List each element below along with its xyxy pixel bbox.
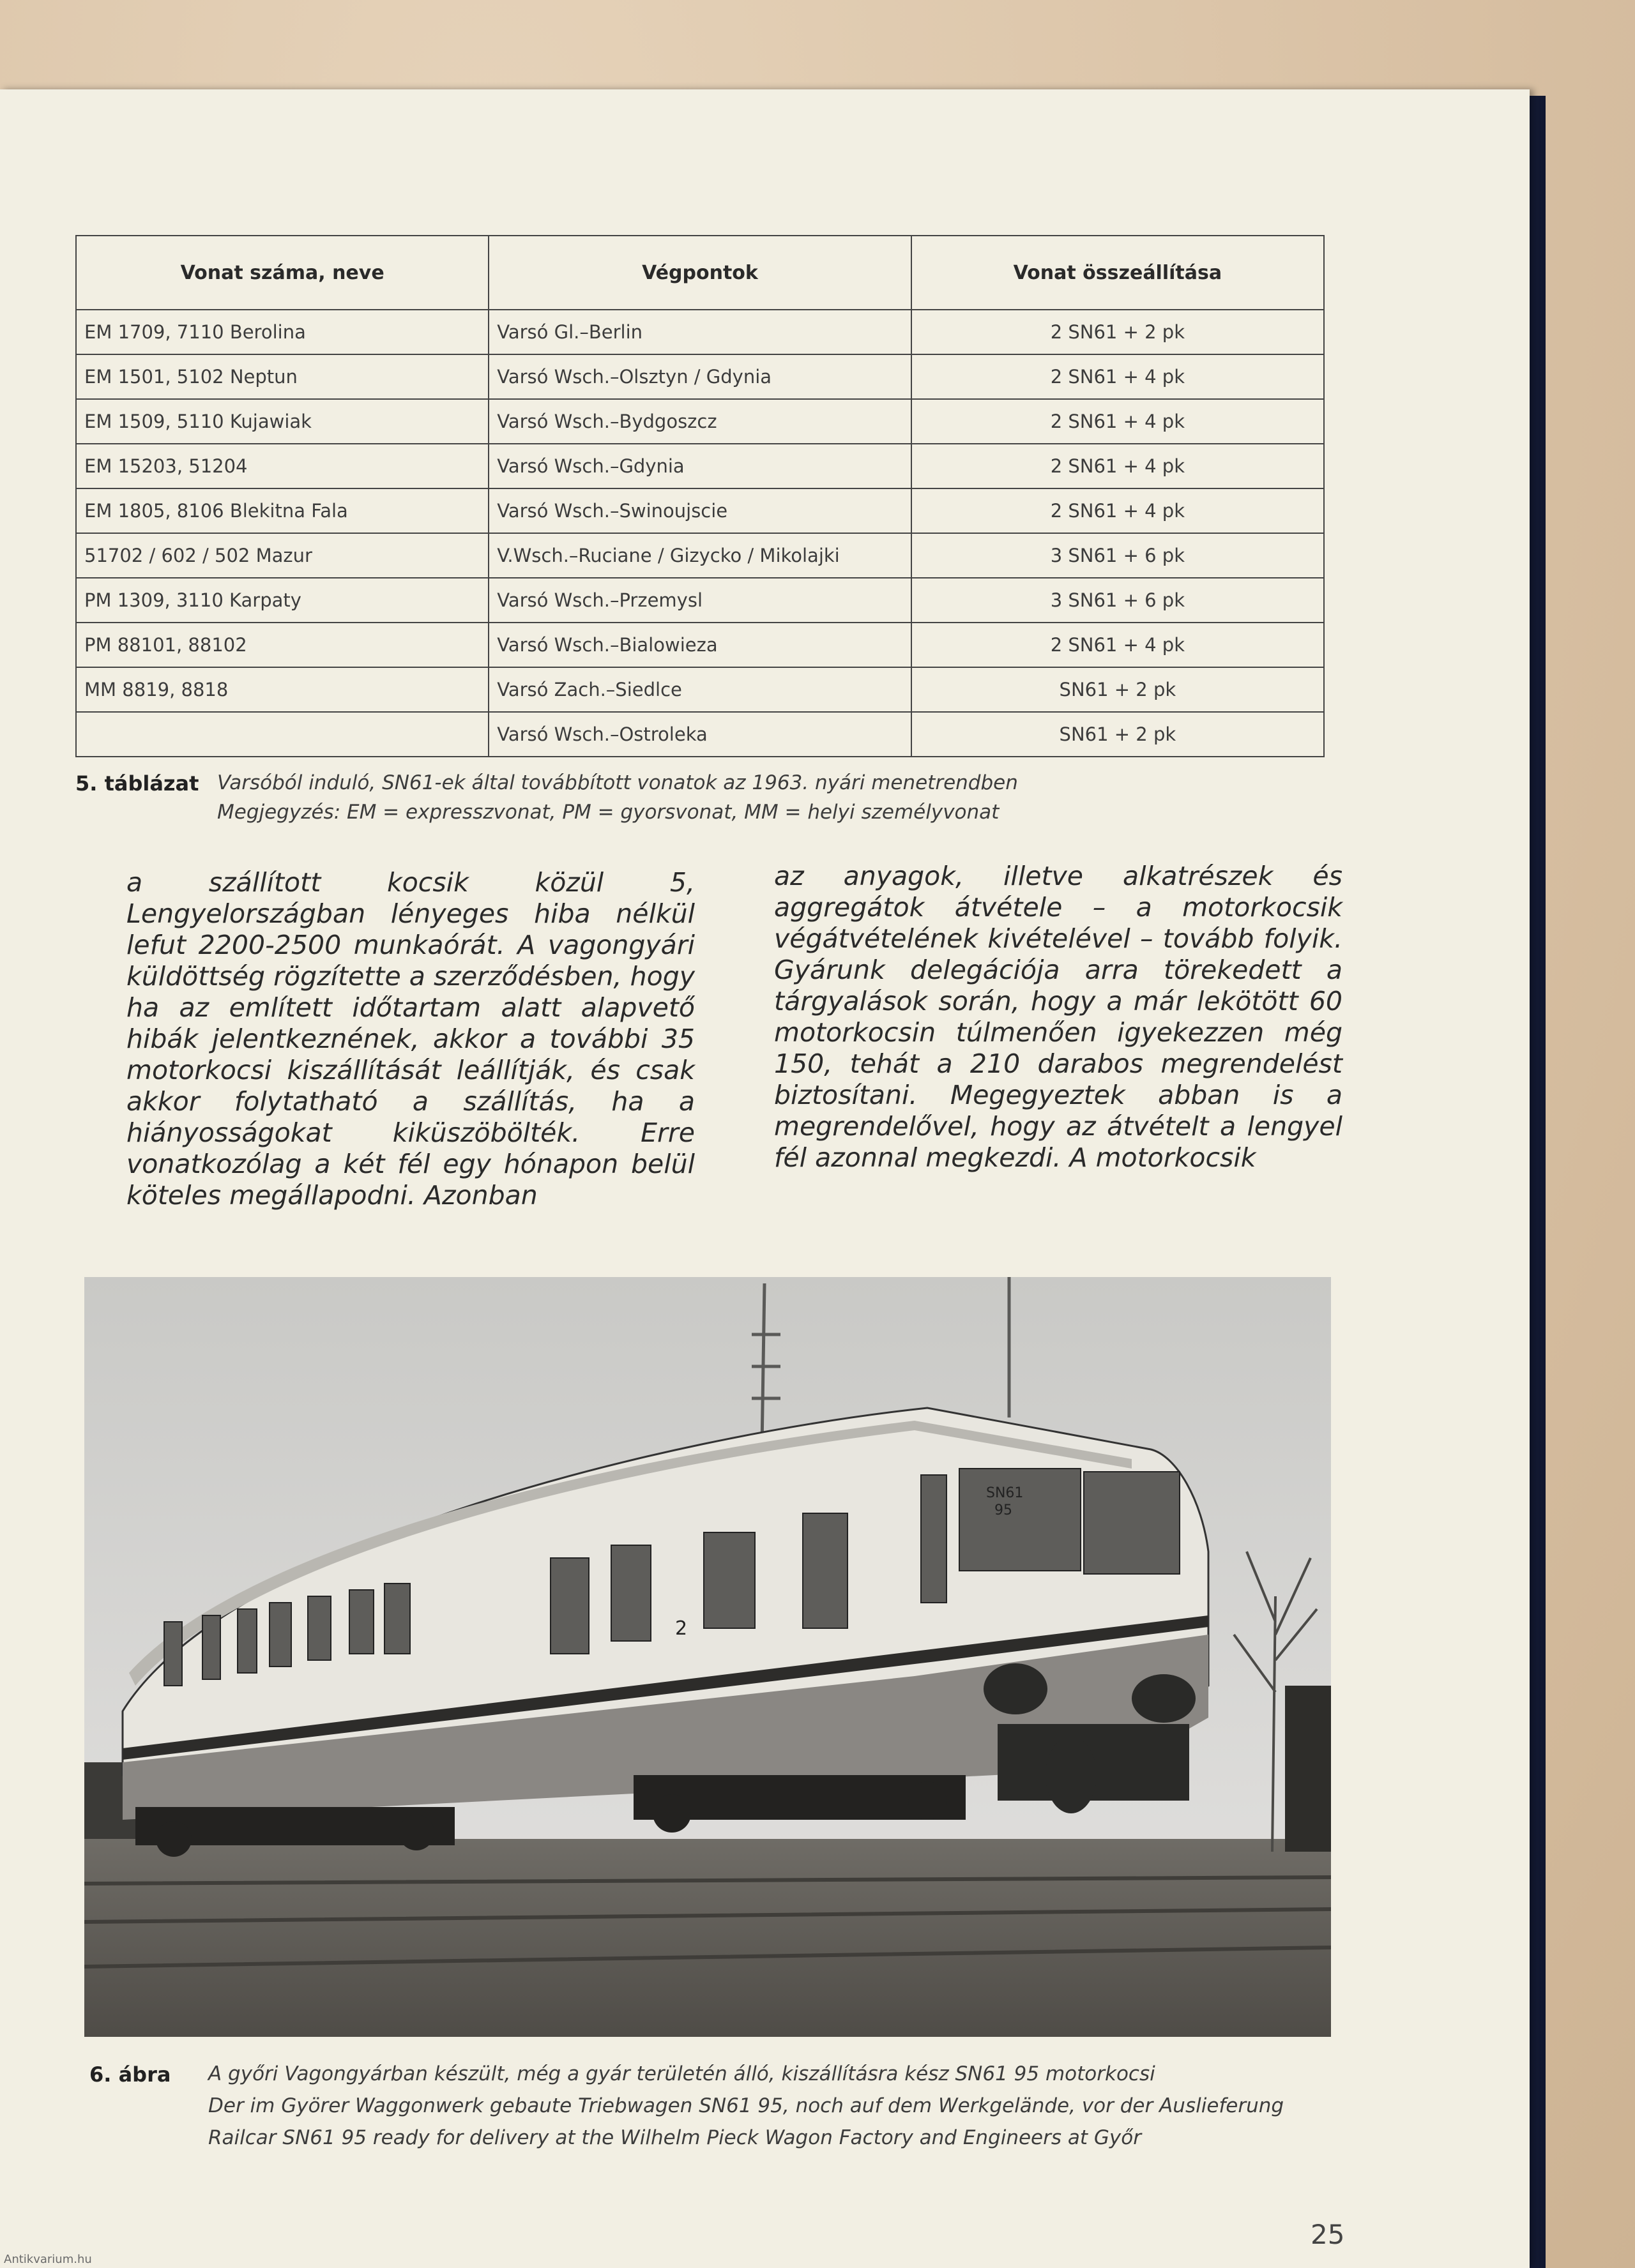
cell-train-name: EM 15203, 51204 xyxy=(76,444,489,488)
cell-train-name: EM 1805, 8106 Blekitna Fala xyxy=(76,488,489,533)
table-row xyxy=(76,578,1324,623)
table-header-row xyxy=(76,236,1324,310)
cab-number-sub-label: 95 xyxy=(994,1502,1012,1518)
cell-endpoints: Varsó Gl.–Berlin xyxy=(489,310,911,354)
table-row xyxy=(76,399,1324,444)
table-caption-line1: Varsóból induló, SN61-ek által továbbított vonatok az 1963. nyári menetrendben xyxy=(217,771,1018,794)
page-number: 25 xyxy=(1311,2219,1345,2250)
cell-endpoints: Varsó Wsch.–Olsztyn / Gdynia xyxy=(489,354,911,399)
table-row xyxy=(76,533,1324,578)
table-caption xyxy=(75,771,1033,835)
cell-endpoints: Varsó Wsch.–Przemysl xyxy=(489,578,911,623)
figure-caption xyxy=(89,2062,1367,2165)
cell-composition: 2 SN61 + 4 pk xyxy=(911,488,1324,533)
table-row xyxy=(76,712,1324,757)
table-caption-label: 5. táblázat xyxy=(75,771,199,796)
side-number-label: 2 xyxy=(675,1617,688,1640)
cell-endpoints: Varsó Wsch.–Bydgoszcz xyxy=(489,399,911,444)
body-text-right: az anyagok, illetve alkatrészek és aggregátok átvétele – a motorkocsik végátvételének kivételével – tovább folyik. Gyárunk delegációja arra törekedett a tárgyalások során, hogy a már lekötött 60 motorkocsin túlmenően igyekezzen még 150, tehát a 210 darabos megrendelést biztosítani. Megegyeztek abban is a megrendelővel, hogy az átvételt a lengyel fél azonnal megkezdi. A motorkocsik xyxy=(774,861,1342,1173)
cell-endpoints: Varsó Wsch.–Gdynia xyxy=(489,444,911,488)
cell-train-name: PM 88101, 88102 xyxy=(76,623,489,667)
table-caption-line2: Megjegyzés: EM = expresszvonat, PM = gyorsvonat, MM = helyi személyvonat xyxy=(217,801,1000,824)
cell-composition: 3 SN61 + 6 pk xyxy=(911,533,1324,578)
table-row xyxy=(76,354,1324,399)
header-train-name: Vonat száma, neve xyxy=(76,236,489,310)
table-row xyxy=(76,623,1324,667)
cell-composition: 2 SN61 + 4 pk xyxy=(911,399,1324,444)
figure-caption-line3: Railcar SN61 95 ready for delivery at the Wilhelm Pieck Wagon Factory and Engineers at Győr xyxy=(208,2126,1141,2149)
figure-caption-line2: Der im Györer Waggonwerk gebaute Triebwagen SN61 95, noch auf dem Werkgelände, vor der Auslieferung xyxy=(208,2094,1284,2117)
cell-composition: SN61 + 2 pk xyxy=(911,712,1324,757)
watermark: Antikvarium.hu xyxy=(4,2253,92,2266)
table-row xyxy=(76,488,1324,533)
cell-composition: SN61 + 2 pk xyxy=(911,667,1324,712)
table-row xyxy=(76,444,1324,488)
figure-caption-line1: A győri Vagongyárban készült, még a gyár területén álló, kiszállításra kész SN61 95 motorkocsi xyxy=(208,2062,1155,2085)
table-body xyxy=(76,310,1324,757)
table-row xyxy=(76,667,1324,712)
body-text-left: a szállított kocsik közül 5, Lengyelországban lényeges hiba nélkül lefut 2200-2500 munkaórát. A vagongyári küldöttség rögzítette a szerződésben, hogy ha az említett időtartam alatt alapvető hibák jelentkeznének, akkor a további 35 motorkocsi kiszállítását leállítják, és csak akkor folytatható a szállítás, ha a hiányosságokat kiküszöbölték. Erre vonatkozólag a két fél egy hónapon belül köteles megállapodni. Azonban xyxy=(126,867,695,1211)
cell-composition: 2 SN61 + 4 pk xyxy=(911,623,1324,667)
cell-train-name: EM 1709, 7110 Berolina xyxy=(76,310,489,354)
header-composition: Vonat összeállítása xyxy=(911,236,1324,310)
train-table xyxy=(75,235,1325,757)
railcar-photo xyxy=(84,1277,1331,2037)
figure-caption-label: 6. ábra xyxy=(89,2062,171,2087)
table-row xyxy=(76,310,1324,354)
cell-composition: 2 SN61 + 4 pk xyxy=(911,444,1324,488)
cell-train-name: PM 1309, 3110 Karpaty xyxy=(76,578,489,623)
book-page xyxy=(0,89,1530,2268)
cab-number-label: SN61 xyxy=(986,1485,1024,1501)
cell-train-name: MM 8819, 8818 xyxy=(76,667,489,712)
railcar-photo-illustration xyxy=(84,1277,1331,2037)
cell-composition: 3 SN61 + 6 pk xyxy=(911,578,1324,623)
header-endpoints: Végpontok xyxy=(489,236,911,310)
cell-endpoints: Varsó Wsch.–Swinoujscie xyxy=(489,488,911,533)
cell-endpoints: Varsó Wsch.–Bialowieza xyxy=(489,623,911,667)
cell-endpoints: Varsó Wsch.–Ostroleka xyxy=(489,712,911,757)
cell-train-name: EM 1509, 5110 Kujawiak xyxy=(76,399,489,444)
cell-endpoints: Varsó Zach.–Siedlce xyxy=(489,667,911,712)
cell-composition: 2 SN61 + 4 pk xyxy=(911,354,1324,399)
cell-train-name xyxy=(76,712,489,757)
cell-train-name: EM 1501, 5102 Neptun xyxy=(76,354,489,399)
cell-composition: 2 SN61 + 2 pk xyxy=(911,310,1324,354)
cell-train-name: 51702 / 602 / 502 Mazur xyxy=(76,533,489,578)
cell-endpoints: V.Wsch.–Ruciane / Gizycko / Mikolajki xyxy=(489,533,911,578)
